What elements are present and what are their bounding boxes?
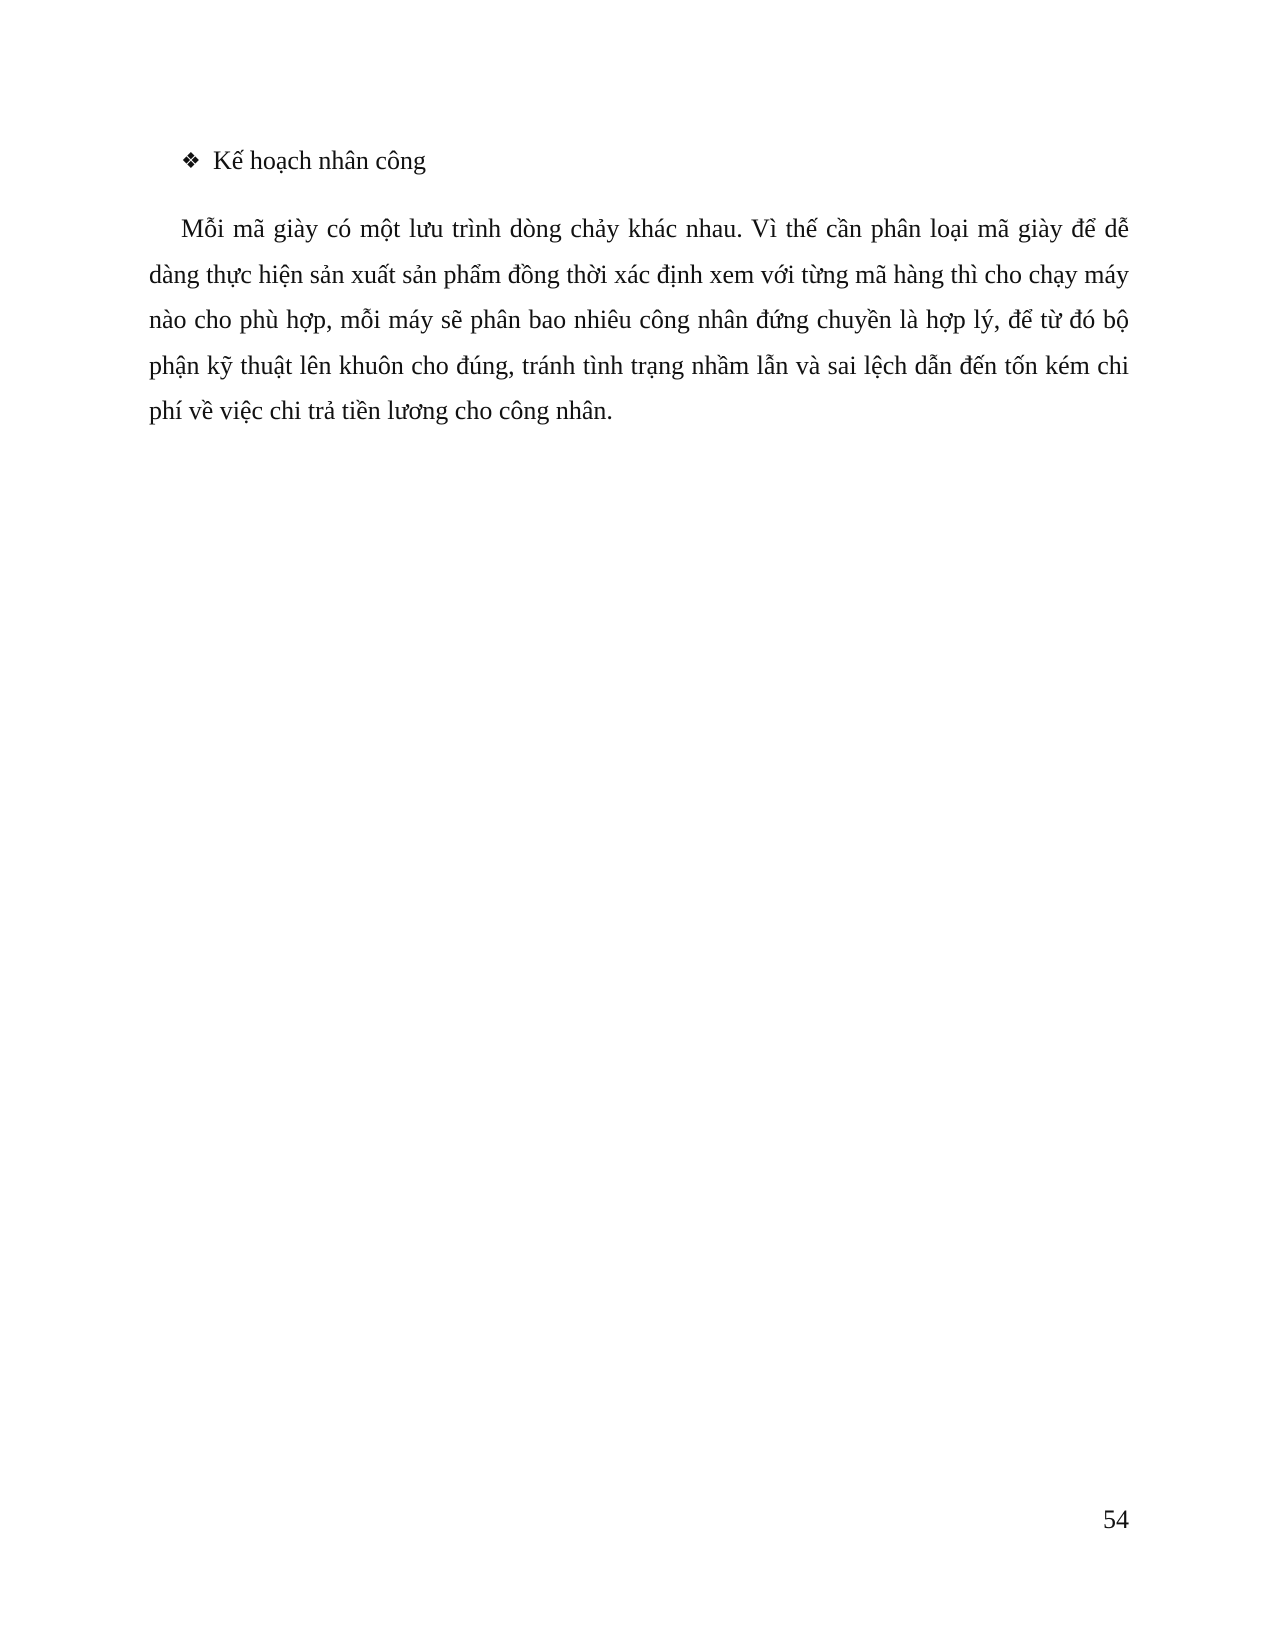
section-heading xyxy=(181,145,426,176)
page-number: 54 xyxy=(1103,1505,1129,1534)
section-heading-text: Kế hoạch nhân công xyxy=(213,146,426,175)
diamond-bullet-icon: ❖ xyxy=(181,148,201,174)
body-paragraph: Mỗi mã giày có một lưu trình dòng chảy khác nhau. Vì thế cần phân loại mã giày để dễ dàng thực hiện sản xuất sản phẩm đồng thời xác định xem với từng mã hàng thì cho chạy máy nào cho phù hợp, mỗi máy sẽ phân bao nhiêu công nhân đứng chuyền là hợp lý, để từ đó bộ phận kỹ thuật lên khuôn cho đúng, tránh tình trạng nhầm lẫn và sai lệch dẫn đến tốn kém chi phí về việc chi trả tiền lương cho công nhân. xyxy=(149,214,1129,425)
